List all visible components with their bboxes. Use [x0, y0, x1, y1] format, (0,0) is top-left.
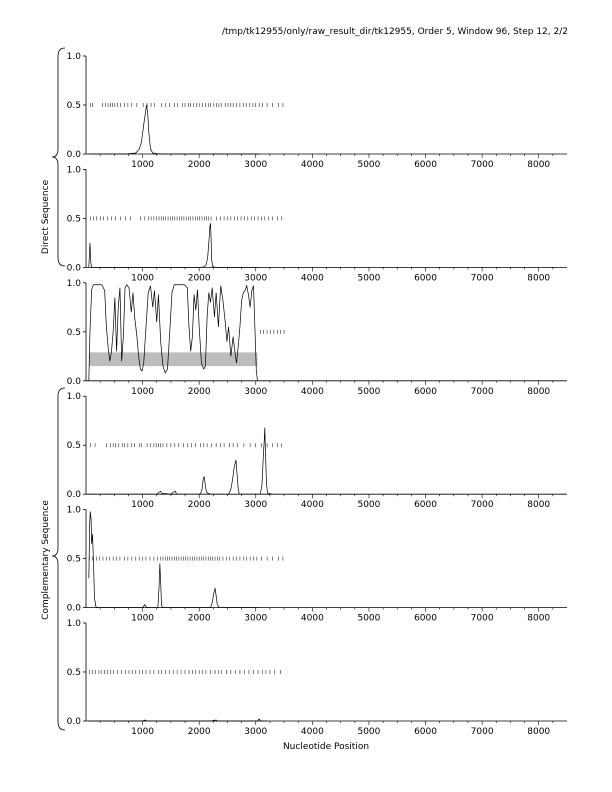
complementary-group-label: Complementary Sequence [41, 500, 51, 620]
direct-bracket [52, 48, 65, 266]
y-tick-label: 0.5 [66, 554, 81, 565]
panels [67, 52, 567, 737]
x-tick-label: 8000 [527, 273, 551, 284]
page-title: /tmp/tk12955/only/raw_result_dir/tk12955, Order 5, Window 96, Step 12, 2/2 [221, 27, 568, 37]
y-tick-label: 0.0 [66, 717, 81, 727]
x-tick-label: 2000 [187, 160, 211, 170]
x-tick-label: 5000 [357, 160, 381, 170]
x-tick-label: 2000 [187, 273, 211, 284]
panel-1 [67, 52, 567, 170]
panel-5 [67, 506, 567, 624]
x-tick-label: 4000 [300, 273, 324, 284]
y-tick-label: 1.0 [66, 505, 81, 516]
direct-group-label: Direct Sequence [41, 179, 51, 255]
x-tick-label: 2000 [187, 613, 211, 624]
x-tick-label: 4000 [300, 500, 324, 511]
series-line [89, 428, 273, 495]
y-tick-label: 1.0 [66, 278, 81, 289]
x-tick-label: 8000 [527, 160, 551, 170]
y-tick-label: 0.0 [66, 263, 81, 274]
x-tick-label: 3000 [244, 160, 268, 170]
x-tick-label: 6000 [414, 613, 437, 624]
x-tick-label: 5000 [357, 613, 381, 624]
x-tick-label: 4000 [300, 160, 324, 170]
x-tick-label: 8000 [527, 727, 551, 737]
x-tick-label: 3000 [244, 500, 268, 511]
series-line [89, 223, 259, 267]
y-tick-label: 0.0 [66, 603, 81, 614]
x-tick-label: 2000 [187, 386, 211, 397]
panel-2 [67, 165, 567, 283]
x-axis-label: Nucleotide Position [282, 742, 370, 752]
y-tick-label: 0.0 [66, 150, 81, 160]
x-tick-label: 5000 [357, 500, 381, 511]
x-tick-label: 6000 [414, 500, 437, 511]
x-tick-label: 7000 [470, 727, 494, 737]
y-tick-label: 1.0 [66, 52, 81, 62]
series-line [89, 719, 267, 721]
x-tick-label: 4000 [300, 727, 324, 737]
y-tick-label: 0.5 [66, 327, 81, 338]
x-tick-label: 2000 [187, 500, 211, 511]
x-tick-label: 3000 [244, 386, 268, 397]
x-tick-label: 7000 [470, 160, 494, 170]
x-tick-label: 5000 [357, 727, 381, 737]
x-tick-label: 2000 [187, 727, 211, 737]
x-tick-label: 6000 [414, 386, 437, 397]
y-tick-label: 0.5 [66, 668, 81, 678]
x-tick-label: 6000 [414, 727, 437, 737]
x-tick-label: 6000 [414, 273, 437, 284]
x-tick-label: 5000 [357, 273, 381, 284]
x-tick-label: 7000 [470, 613, 494, 624]
y-tick-label: 1.0 [66, 619, 81, 629]
x-tick-label: 6000 [414, 160, 437, 170]
x-tick-label: 1000 [131, 386, 155, 397]
x-tick-label: 4000 [300, 386, 324, 397]
y-tick-label: 1.0 [66, 165, 81, 176]
x-tick-label: 1000 [131, 613, 155, 624]
x-tick-label: 8000 [527, 500, 551, 511]
group-brackets [41, 48, 65, 730]
x-tick-label: 3000 [244, 613, 268, 624]
panel-3 [67, 279, 567, 397]
x-tick-label: 1000 [131, 727, 155, 737]
y-tick-label: 1.0 [66, 392, 81, 403]
y-tick-label: 0.5 [66, 214, 81, 225]
x-tick-label: 5000 [357, 386, 381, 397]
x-tick-label: 3000 [244, 273, 268, 284]
x-tick-label: 1000 [131, 500, 155, 511]
panel-6 [67, 619, 567, 737]
series-line [89, 105, 259, 154]
y-tick-label: 0.0 [66, 376, 81, 387]
complementary-bracket [52, 388, 65, 730]
x-tick-label: 3000 [244, 727, 268, 737]
x-tick-label: 7000 [470, 386, 494, 397]
x-tick-label: 8000 [527, 613, 551, 624]
x-tick-label: 7000 [470, 500, 494, 511]
x-tick-label: 1000 [131, 273, 155, 284]
series-line [89, 512, 259, 608]
x-tick-label: 4000 [300, 613, 324, 624]
panel-4 [67, 392, 567, 510]
y-tick-label: 0.0 [66, 490, 81, 501]
x-tick-label: 7000 [470, 273, 494, 284]
threshold-band [89, 352, 258, 366]
x-tick-label: 1000 [131, 160, 155, 170]
x-tick-label: 8000 [527, 386, 551, 397]
series-line [89, 285, 258, 381]
y-tick-label: 0.5 [66, 101, 81, 111]
y-tick-label: 0.5 [66, 441, 81, 452]
